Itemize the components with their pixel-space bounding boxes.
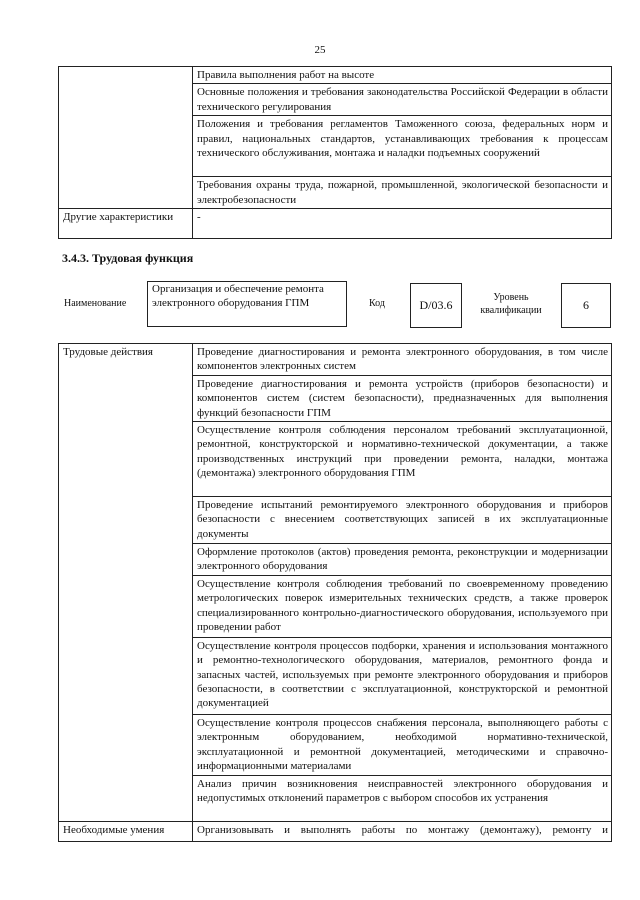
labor-action-cell: Оформление протоколов (актов) проведения ремонта, реконструкции и модернизации электронного оборудования: [193, 544, 612, 576]
row-label-other-characteristics: Другие характеристики: [59, 209, 193, 239]
table-cell: Требования охраны труда, пожарной, промышленной, экологической безопасности и электробезопасности: [193, 177, 612, 209]
skill-cell: Организовывать и выполнять работы по монтажу (демонтажу), ремонту и: [193, 821, 612, 841]
row-label: [59, 67, 193, 209]
page-number: 25: [314, 44, 326, 56]
table-cell: Правила выполнения работ на высоте: [193, 67, 612, 84]
labor-action-cell: Проведение диагностирования и ремонта устройств (приборов безопасности) и компонентов систем (систем безопасности), предназначенных для выполнения функций безопасности ГПМ: [193, 375, 612, 421]
table-row: [59, 67, 612, 84]
labor-action-cell: Осуществление контроля процессов снабжения персонала, выполняющего работы с электронным оборудованием, необходимой нормативно-технической, эксплуатационной и ремонтной документацией, методическими и справочно-информационными материалами: [193, 714, 612, 775]
qualification-level-label: Уровень квалификации: [480, 292, 542, 316]
table-cell: Положения и требования регламентов Таможенного союза, федеральных норм и правил, национальных стандартов, устанавливающих требования к процессам технического обслуживания, монтажа и наладки подъемных сооружений: [193, 116, 612, 177]
labor-actions-label: Трудовые действия: [59, 344, 193, 822]
function-name-box: Организация и обеспечение ремонта электронного оборудования ГПМ: [147, 281, 347, 327]
labor-function-table: [58, 343, 612, 842]
table-cell: -: [193, 209, 612, 239]
labor-action-cell: Проведение диагностирования и ремонта электронного оборудования, в том числе компонентов электронных систем: [193, 344, 612, 376]
code-box: D/03.6: [410, 283, 462, 328]
knowledge-table-continued: [58, 66, 612, 239]
qualification-level-box: 6: [561, 283, 611, 328]
labor-action-cell: Проведение испытаний ремонтируемого электронного оборудования и приборов безопасности с внесением соответствующих записей в их эксплуатационные документы: [193, 497, 612, 544]
table-cell: Основные положения и требования законодательства Российской Федерации в области технического регулирования: [193, 84, 612, 116]
labor-action-cell: Осуществление контроля процессов подборки, хранения и использования монтажного и ремонтно-технологического оборудования, материалов, ремонтного фонда и запасных частей, используемых при ремонте электронного оборудования и приборов безопасности, в соответствии с эксплуатационной, конструкторской и ремонтной документацией: [193, 637, 612, 714]
section-title: 3.4.3. Трудовая функция: [62, 251, 194, 265]
labor-action-cell: Осуществление контроля соблюдения персоналом требований эксплуатационной, ремонтной, конструкторской и нормативно-технической документации, а также производственных инструкций при проведении ремонта, наладки, монтажа (демонтажа) электронного оборудования ГПМ: [193, 422, 612, 497]
table-row: [59, 209, 612, 239]
name-label: Наименование: [64, 298, 127, 309]
table-row: [59, 344, 612, 376]
labor-action-cell: Анализ причин возникновения неисправностей электронного оборудования и недопустимых отклонений параметров с выбором способов их устранения: [193, 775, 612, 821]
code-label: Код: [369, 298, 385, 309]
labor-action-cell: Осуществление контроля соблюдения требований по своевременному проведению метрологических поверок измерительных технических средств, а также проверок специализированного контрольно-диагностического оборудования, используемого при проведении работ: [193, 575, 612, 637]
table-row: [59, 821, 612, 841]
skills-label: Необходимые умения: [59, 821, 193, 841]
